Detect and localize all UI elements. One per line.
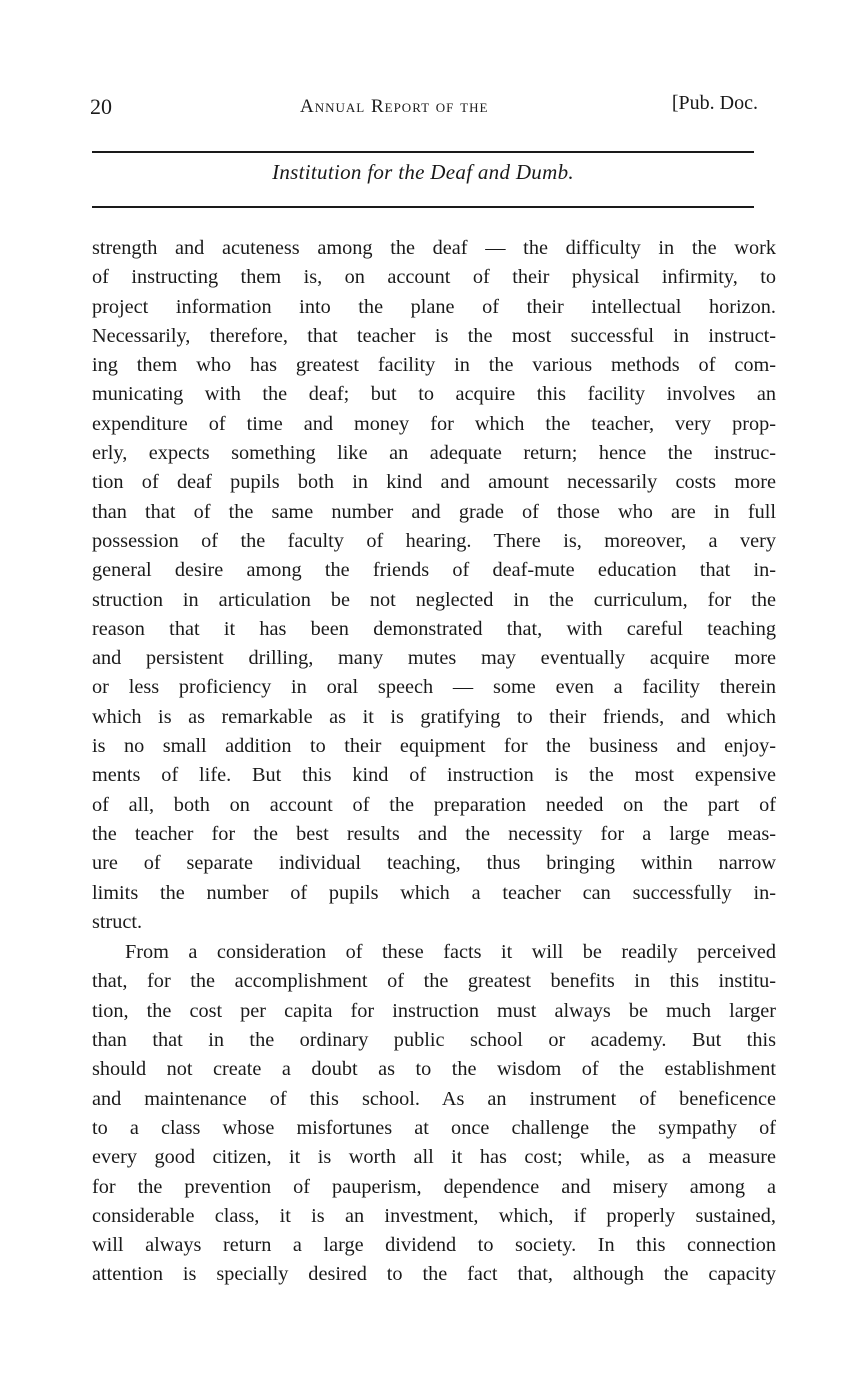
text-line: and maintenance of this school. As an instrument of beneficence xyxy=(92,1087,776,1110)
text-line: From a consideration of these facts it will be readily perceived xyxy=(125,941,776,964)
page-number: 20 xyxy=(90,94,112,119)
text-line: possession of the faculty of hearing. There is, moreover, a very xyxy=(92,529,776,552)
text-line: and persistent drilling, many mutes may eventually acquire more xyxy=(92,647,776,670)
bottom-rule xyxy=(92,206,754,208)
paragraph-1 xyxy=(92,234,776,937)
document-label: [Pub. Doc. xyxy=(671,92,758,114)
text-line: the teacher for the best results and the necessity for a large meas- xyxy=(92,822,776,845)
text-line: strength and acuteness among the deaf — the difficulty in the work xyxy=(92,237,776,259)
text-line: which is as remarkable as it is gratifying to their friends, and which xyxy=(92,705,776,728)
text-line: tion, the cost per capita for instruction must always be much larger xyxy=(92,999,776,1022)
text-line: or less proficiency in oral speech — some even a facility therein xyxy=(92,676,776,699)
running-header xyxy=(90,92,762,122)
text-line: of instructing them is, on account of their physical infirmity, to xyxy=(92,266,776,289)
paragraph-2 xyxy=(92,938,776,1290)
text-line: that, for the accomplishment of the greatest benefits in this institu- xyxy=(92,970,776,993)
text-line: than that of the same number and grade of those who are in full xyxy=(92,500,776,523)
text-line: tion of deaf pupils both in kind and amount necessarily costs more xyxy=(92,471,776,494)
text-line: struction in articulation be not neglected in the curriculum, for the xyxy=(92,588,776,611)
report-title: Annual Report of the xyxy=(300,96,489,117)
text-line: ments of life. But this kind of instruction is the most expensive xyxy=(92,764,776,787)
text-line: attention is specially desired to the fact that, although the capacity xyxy=(92,1263,776,1286)
text-line: project information into the plane of their intellectual horizon. xyxy=(92,295,776,318)
text-line: considerable class, it is an investment, which, if properly sustained, xyxy=(92,1204,776,1227)
text-line: ing them who has greatest facility in the various methods of com- xyxy=(92,354,776,377)
text-line: to a class whose misfortunes at once challenge the sympathy of xyxy=(92,1116,776,1139)
text-line: erly, expects something like an adequate return; hence the instruc- xyxy=(92,442,776,465)
text-line: limits the number of pupils which a teacher can successfully in- xyxy=(92,881,776,904)
top-rule xyxy=(92,151,754,153)
text-line: municating with the deaf; but to acquire this facility involves an xyxy=(92,383,776,406)
text-line: general desire among the friends of deaf-mute education that in- xyxy=(92,559,776,582)
text-line: every good citizen, it is worth all it has cost; while, as a measure xyxy=(92,1146,776,1169)
body-text xyxy=(92,234,776,1290)
text-line: will always return a large dividend to society. In this connection xyxy=(92,1234,776,1257)
text-line: ure of separate individual teaching, thus bringing within narrow xyxy=(92,852,776,875)
text-line: Necessarily, therefore, that teacher is the most successful in instruct- xyxy=(92,324,776,347)
text-line: than that in the ordinary public school or academy. But this xyxy=(92,1029,776,1052)
text-line: for the prevention of pauperism, dependence and misery among a xyxy=(92,1175,776,1198)
text-line: is no small addition to their equipment for the business and enjoy- xyxy=(92,735,776,758)
text-line: reason that it has been demonstrated that, with careful teaching xyxy=(92,617,776,640)
section-title: Institution for the Deaf and Dumb. xyxy=(272,160,574,184)
text-line: expenditure of time and money for which the teacher, very prop- xyxy=(92,412,776,435)
text-line: of all, both on account of the preparation needed on the part of xyxy=(92,793,776,816)
text-line: should not create a doubt as to the wisdom of the establishment xyxy=(92,1058,776,1081)
text-line: struct. xyxy=(92,910,143,933)
